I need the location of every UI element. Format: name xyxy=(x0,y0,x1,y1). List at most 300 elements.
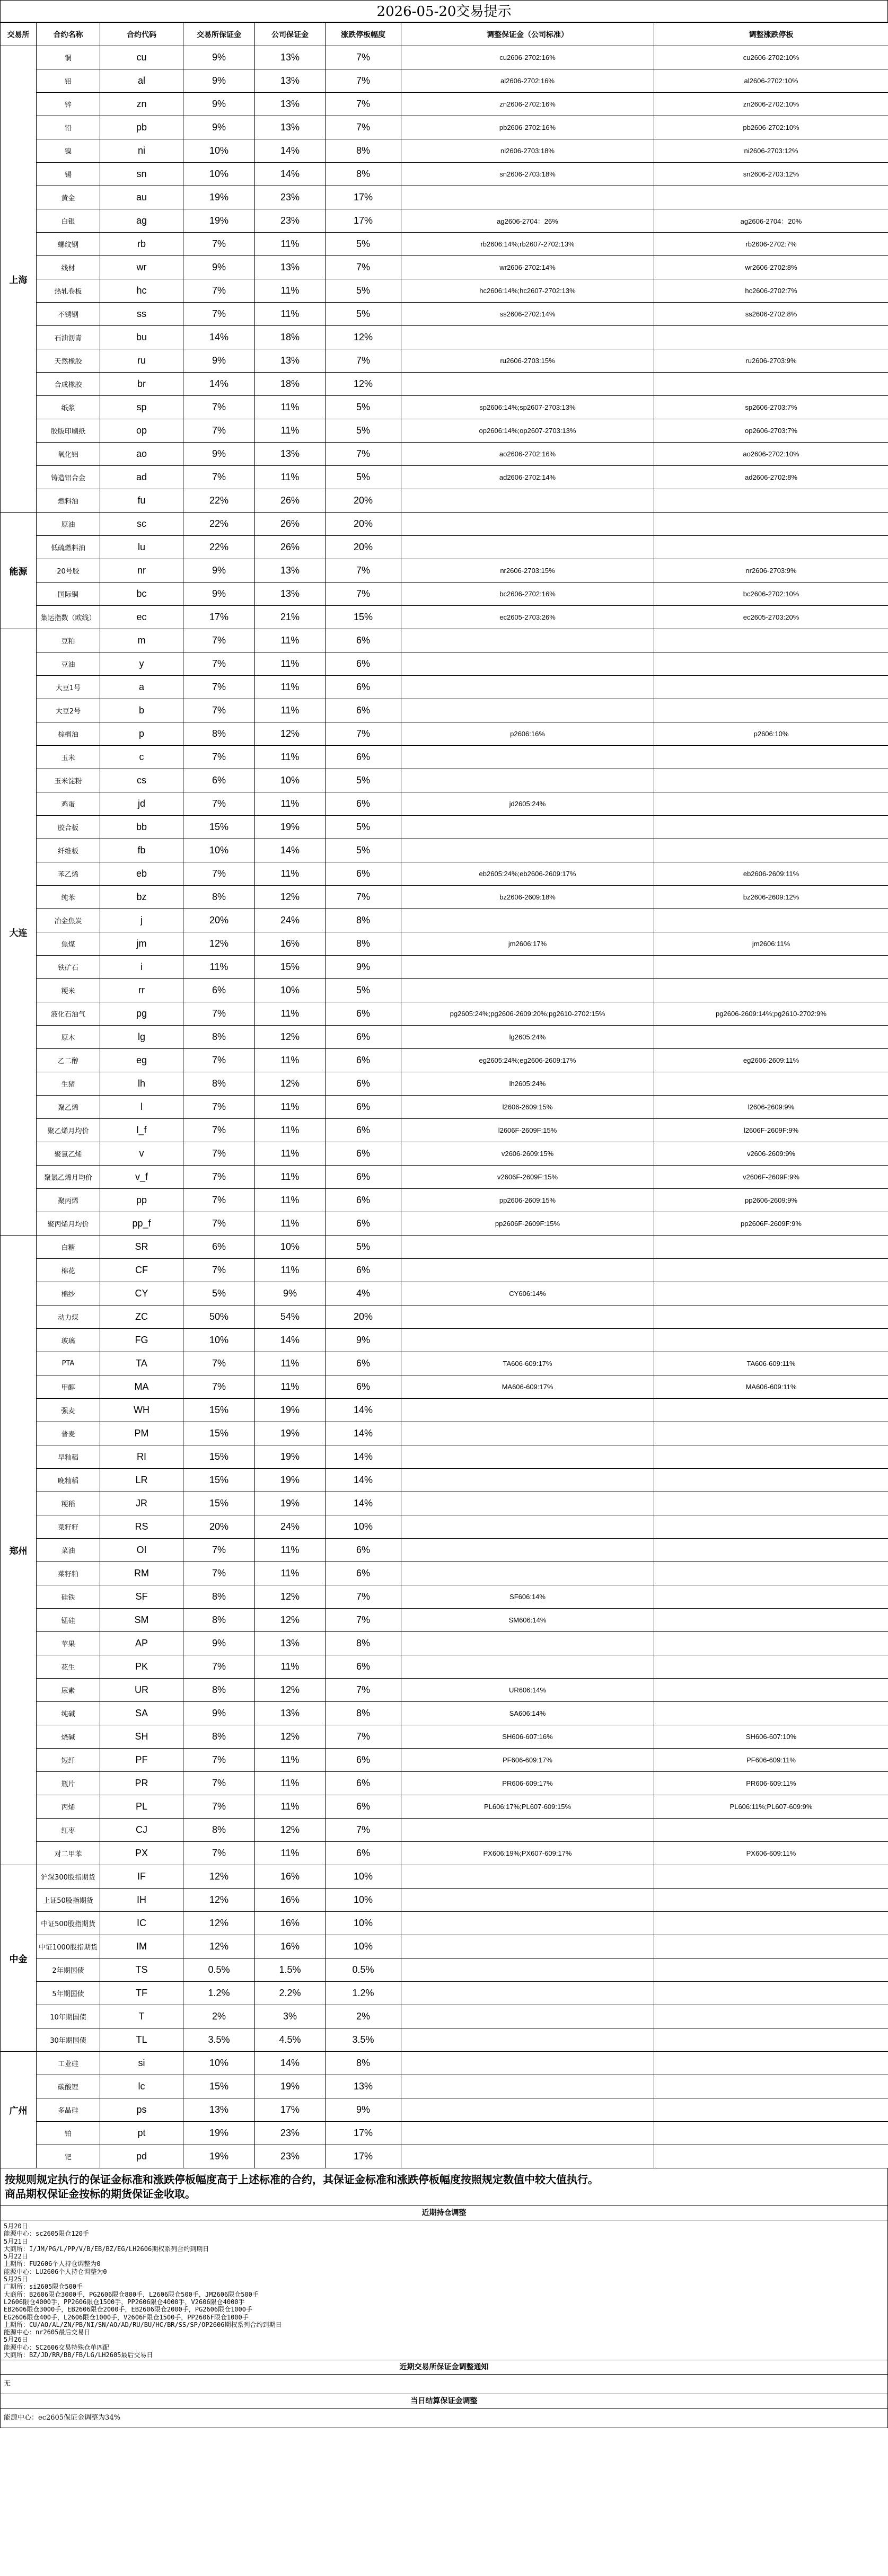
exchange-margin-cell: 9% xyxy=(183,46,255,69)
table-row xyxy=(1,466,888,489)
company-margin-cell: 13% xyxy=(255,46,326,69)
adjusted-limit-cell xyxy=(654,1609,888,1632)
adjusted-limit-cell: sp2606-2703:7% xyxy=(654,396,888,419)
table-row xyxy=(1,1889,888,1912)
contract-name-cell: 胶合板 xyxy=(37,816,100,839)
adjusted-limit-cell: jm2606:11% xyxy=(654,932,888,956)
price-limit-cell: 6% xyxy=(326,676,401,699)
contract-name-cell: 菜油 xyxy=(37,1539,100,1562)
adjusted-limit-cell xyxy=(654,956,888,979)
table-row xyxy=(1,1725,888,1749)
contract-name-cell: 鸡蛋 xyxy=(37,792,100,816)
exchange-cell: 上海 xyxy=(1,46,37,513)
adjusted-limit-cell xyxy=(654,676,888,699)
price-limit-cell: 17% xyxy=(326,2122,401,2145)
contract-name-cell: 棉花 xyxy=(37,1259,100,1282)
company-margin-cell: 12% xyxy=(255,886,326,909)
price-limit-cell: 20% xyxy=(326,489,401,513)
adjusted-limit-cell xyxy=(654,699,888,722)
contract-code-cell: a xyxy=(100,676,183,699)
table-row xyxy=(1,1375,888,1399)
table-row xyxy=(1,2052,888,2075)
contract-name-cell: 天然橡胶 xyxy=(37,349,100,373)
company-margin-cell: 19% xyxy=(255,1399,326,1422)
table-row xyxy=(1,2005,888,2028)
company-margin-cell: 12% xyxy=(255,1585,326,1609)
exchange-margin-cell: 20% xyxy=(183,909,255,932)
company-margin-cell: 12% xyxy=(255,1819,326,1842)
contract-name-cell: 原油 xyxy=(37,513,100,536)
exchange-margin-cell: 2% xyxy=(183,2005,255,2028)
table-row xyxy=(1,209,888,233)
contract-code-cell: si xyxy=(100,2052,183,2075)
adjusted-margin-cell: rb2606:14%;rb2607-2702:13% xyxy=(401,233,654,256)
price-limit-cell: 14% xyxy=(326,1492,401,1515)
exchange-margin-cell: 7% xyxy=(183,303,255,326)
table-row xyxy=(1,1865,888,1889)
company-margin-cell: 1.5% xyxy=(255,1959,326,1982)
exchange-margin-cell: 15% xyxy=(183,816,255,839)
table-row xyxy=(1,839,888,862)
price-limit-cell: 8% xyxy=(326,139,401,163)
adjusted-limit-cell: v2606F-2609F:9% xyxy=(654,1166,888,1189)
exchange-margin-cell: 9% xyxy=(183,69,255,93)
price-limit-cell: 8% xyxy=(326,2052,401,2075)
exchange-margin-cell: 22% xyxy=(183,489,255,513)
contract-name-cell: 棉纱 xyxy=(37,1282,100,1305)
table-row xyxy=(1,116,888,139)
exchange-margin-cell: 7% xyxy=(183,699,255,722)
header-company-margin: 公司保证金 xyxy=(255,23,326,46)
adjusted-limit-cell: hc2606-2702:7% xyxy=(654,279,888,303)
adjusted-margin-cell xyxy=(401,769,654,792)
table-row xyxy=(1,1562,888,1585)
contract-name-cell: 沪深300股指期货 xyxy=(37,1865,100,1889)
exchange-margin-cell: 7% xyxy=(183,1096,255,1119)
company-margin-cell: 16% xyxy=(255,932,326,956)
contract-code-cell: sc xyxy=(100,513,183,536)
contract-code-cell: SH xyxy=(100,1725,183,1749)
price-limit-cell: 5% xyxy=(326,979,401,1002)
price-limit-cell: 5% xyxy=(326,816,401,839)
contract-code-cell: ps xyxy=(100,2098,183,2122)
price-limit-cell: 13% xyxy=(326,2075,401,2098)
contract-name-cell: 纤维板 xyxy=(37,839,100,862)
contract-code-cell: TL xyxy=(100,2028,183,2052)
price-limit-cell: 6% xyxy=(326,1142,401,1166)
price-limit-cell: 6% xyxy=(326,1772,401,1795)
company-margin-cell: 11% xyxy=(255,1842,326,1865)
price-limit-cell: 7% xyxy=(326,69,401,93)
table-row xyxy=(1,443,888,466)
adjusted-margin-cell xyxy=(401,1305,654,1329)
contract-code-cell: eg xyxy=(100,1049,183,1072)
exchange-margin-cell: 1.2% xyxy=(183,1982,255,2005)
adjusted-margin-cell: v2606F-2609F:15% xyxy=(401,1166,654,1189)
table-row xyxy=(1,1515,888,1539)
recent-position-title: 近期持仓调整 xyxy=(0,2206,888,2220)
adjusted-margin-cell xyxy=(401,2052,654,2075)
contract-name-cell: 聚丙烯月均价 xyxy=(37,1212,100,1236)
exchange-margin-cell: 6% xyxy=(183,979,255,1002)
price-limit-cell: 6% xyxy=(326,1096,401,1119)
price-limit-cell: 6% xyxy=(326,1749,401,1772)
contract-name-cell: 强麦 xyxy=(37,1399,100,1422)
contract-name-cell: 中证500股指期货 xyxy=(37,1912,100,1935)
header-price-limit: 涨跌停板幅度 xyxy=(326,23,401,46)
exchange-margin-cell: 8% xyxy=(183,1819,255,1842)
table-row xyxy=(1,956,888,979)
price-limit-cell: 10% xyxy=(326,1865,401,1889)
company-margin-cell: 16% xyxy=(255,1912,326,1935)
company-margin-cell: 11% xyxy=(255,1142,326,1166)
adjusted-margin-cell: pp2606-2609:15% xyxy=(401,1189,654,1212)
adjusted-limit-cell xyxy=(654,1492,888,1515)
adjusted-limit-cell: al2606-2702:10% xyxy=(654,69,888,93)
price-limit-cell: 9% xyxy=(326,2098,401,2122)
table-row xyxy=(1,1469,888,1492)
table-row xyxy=(1,373,888,396)
table-row xyxy=(1,536,888,559)
exchange-margin-cell: 7% xyxy=(183,792,255,816)
contract-code-cell: nr xyxy=(100,559,183,583)
exchange-margin-cell: 7% xyxy=(183,1352,255,1375)
contract-name-cell: 液化石油气 xyxy=(37,1002,100,1026)
table-row xyxy=(1,1445,888,1469)
company-margin-cell: 14% xyxy=(255,163,326,186)
adjusted-limit-cell: p2606:10% xyxy=(654,722,888,746)
adjusted-margin-cell: ss2606-2702:14% xyxy=(401,303,654,326)
contract-name-cell: 不锈钢 xyxy=(37,303,100,326)
exchange-margin-cell: 7% xyxy=(183,419,255,443)
header-exchange: 交易所 xyxy=(1,23,37,46)
contract-code-cell: fu xyxy=(100,489,183,513)
company-margin-cell: 11% xyxy=(255,1212,326,1236)
contract-code-cell: WH xyxy=(100,1399,183,1422)
price-limit-cell: 6% xyxy=(326,652,401,676)
contract-name-cell: 铅 xyxy=(37,116,100,139)
adjusted-margin-cell xyxy=(401,1982,654,2005)
price-limit-cell: 7% xyxy=(326,583,401,606)
company-margin-cell: 11% xyxy=(255,1562,326,1585)
company-margin-cell: 24% xyxy=(255,909,326,932)
table-row xyxy=(1,1632,888,1655)
adjusted-margin-cell xyxy=(401,1935,654,1959)
contract-code-cell: bz xyxy=(100,886,183,909)
company-margin-cell: 11% xyxy=(255,233,326,256)
company-margin-cell: 12% xyxy=(255,1725,326,1749)
company-margin-cell: 2.2% xyxy=(255,1982,326,2005)
adjusted-limit-cell xyxy=(654,1889,888,1912)
adjusted-margin-cell xyxy=(401,1819,654,1842)
contract-name-cell: 豆粕 xyxy=(37,629,100,652)
contract-code-cell: ec xyxy=(100,606,183,629)
price-limit-cell: 4% xyxy=(326,1282,401,1305)
settlement-adjust-body: 能源中心：ec2605保证金调整为34% xyxy=(0,2409,888,2428)
contract-code-cell: ss xyxy=(100,303,183,326)
contract-name-cell: 石油沥青 xyxy=(37,326,100,349)
adjusted-margin-cell: UR606:14% xyxy=(401,1679,654,1702)
company-margin-cell: 12% xyxy=(255,722,326,746)
table-row xyxy=(1,233,888,256)
price-limit-cell: 6% xyxy=(326,1375,401,1399)
contract-code-cell: UR xyxy=(100,1679,183,1702)
contract-name-cell: 铜 xyxy=(37,46,100,69)
exchange-margin-cell: 7% xyxy=(183,1375,255,1399)
company-margin-cell: 19% xyxy=(255,2075,326,2098)
adjusted-limit-cell: rb2606-2702:7% xyxy=(654,233,888,256)
contract-code-cell: ru xyxy=(100,349,183,373)
company-margin-cell: 14% xyxy=(255,839,326,862)
table-row xyxy=(1,746,888,769)
table-body xyxy=(1,46,888,2168)
header-contract-name: 合约名称 xyxy=(37,23,100,46)
contract-code-cell: ni xyxy=(100,139,183,163)
price-limit-cell: 8% xyxy=(326,1702,401,1725)
adjusted-limit-cell: wr2606-2702:8% xyxy=(654,256,888,279)
contract-name-cell: 粳稻 xyxy=(37,1492,100,1515)
contract-code-cell: lh xyxy=(100,1072,183,1096)
adjusted-margin-cell: hc2606:14%;hc2607-2702:13% xyxy=(401,279,654,303)
exchange-margin-cell: 12% xyxy=(183,1889,255,1912)
adjusted-margin-cell xyxy=(401,513,654,536)
adjusted-margin-cell: ec2605-2703:26% xyxy=(401,606,654,629)
price-limit-cell: 6% xyxy=(326,1002,401,1026)
adjusted-limit-cell: pb2606-2702:10% xyxy=(654,116,888,139)
exchange-margin-cell: 15% xyxy=(183,1445,255,1469)
company-margin-cell: 18% xyxy=(255,373,326,396)
company-margin-cell: 11% xyxy=(255,279,326,303)
contract-code-cell: AP xyxy=(100,1632,183,1655)
company-margin-cell: 12% xyxy=(255,1679,326,1702)
exchange-margin-cell: 7% xyxy=(183,1189,255,1212)
exchange-cell: 郑州 xyxy=(1,1236,37,1865)
company-margin-cell: 11% xyxy=(255,1352,326,1375)
table-row xyxy=(1,1585,888,1609)
exchange-margin-cell: 19% xyxy=(183,2122,255,2145)
table-row xyxy=(1,722,888,746)
margin-notice-title: 近期交易所保证金调整通知 xyxy=(0,2360,888,2375)
price-limit-cell: 8% xyxy=(326,1632,401,1655)
price-limit-cell: 14% xyxy=(326,1422,401,1445)
table-row xyxy=(1,1749,888,1772)
exchange-margin-cell: 8% xyxy=(183,1026,255,1049)
contract-code-cell: pp_f xyxy=(100,1212,183,1236)
adjusted-limit-cell: op2606-2703:7% xyxy=(654,419,888,443)
table-row xyxy=(1,699,888,722)
contract-name-cell: 铝 xyxy=(37,69,100,93)
contract-code-cell: sn xyxy=(100,163,183,186)
adjusted-limit-cell: PL606:11%;PL607-609:9% xyxy=(654,1795,888,1819)
price-limit-cell: 5% xyxy=(326,466,401,489)
contract-code-cell: y xyxy=(100,652,183,676)
table-header xyxy=(1,23,888,46)
company-margin-cell: 11% xyxy=(255,676,326,699)
recent-position-body: 5月20日 能源中心：sc2605限仓120手 5月21日 大商所：I/JM/PG/L/PP/V/B/EB/BZ/EG/LH2606期权系列合约到期日 5月22日 上期所：FU2606个人持仓调整为0 能源中心：LU2606个人持仓调整为0 5月25日 广期所：si2605限仓500手 大商所：B2606限仓3000手，PG2606限仓800手，L2606限仓500手，JM2606限仓500手 L2606限仓4000手，PP2606限仓1500手，PP2606限仓4000手，V2606限仓4000手 EB2606限仓3000手，EB2606限仓2000手，EB2606限仓2000手，PG2606限仓1000手 EG2606限仓400手，L2606限仓1000手，V2606F限仓1500手，PP2606F限仓1000手 上期所：CU/AO/AL/ZN/PB/NI/SN/AO/AD/RU/BU/HC/BR/SS/SP/OP2606期权系列合约到期日 能源中心：nr2605最后交易日 5月26日 能源中心：SC2606交易特殊仓单匹配 大商所：BZ/JD/RR/BB/FB/LG/LH2605最后交易日 xyxy=(0,2220,888,2360)
settlement-adjust-title: 当日结算保证金调整 xyxy=(0,2394,888,2409)
company-margin-cell: 13% xyxy=(255,116,326,139)
contract-code-cell: cs xyxy=(100,769,183,792)
adjusted-margin-cell xyxy=(401,186,654,209)
adjusted-limit-cell: pg2606-2609:14%;pg2610-2702:9% xyxy=(654,1002,888,1026)
company-margin-cell: 16% xyxy=(255,1865,326,1889)
price-limit-cell: 10% xyxy=(326,1935,401,1959)
adjusted-margin-cell: pp2606F-2609F:15% xyxy=(401,1212,654,1236)
price-limit-cell: 5% xyxy=(326,1236,401,1259)
contract-name-cell: 10年期国债 xyxy=(37,2005,100,2028)
table-row xyxy=(1,559,888,583)
exchange-margin-cell: 7% xyxy=(183,1049,255,1072)
contract-name-cell: 钯 xyxy=(37,2145,100,2168)
adjusted-limit-cell xyxy=(654,1585,888,1609)
adjusted-limit-cell xyxy=(654,1632,888,1655)
exchange-margin-cell: 14% xyxy=(183,326,255,349)
company-margin-cell: 23% xyxy=(255,2122,326,2145)
price-limit-cell: 6% xyxy=(326,1119,401,1142)
contract-name-cell: 动力煤 xyxy=(37,1305,100,1329)
contract-name-cell: 锌 xyxy=(37,93,100,116)
contract-name-cell: 玉米淀粉 xyxy=(37,769,100,792)
contract-name-cell: 花生 xyxy=(37,1655,100,1679)
contract-code-cell: TF xyxy=(100,1982,183,2005)
table-row xyxy=(1,326,888,349)
contract-name-cell: 晚籼稻 xyxy=(37,1469,100,1492)
table-row xyxy=(1,1655,888,1679)
contract-name-cell: 烧碱 xyxy=(37,1725,100,1749)
contract-name-cell: 氧化铝 xyxy=(37,443,100,466)
company-margin-cell: 13% xyxy=(255,1702,326,1725)
adjusted-margin-cell xyxy=(401,1889,654,1912)
company-margin-cell: 26% xyxy=(255,513,326,536)
adjusted-limit-cell xyxy=(654,2028,888,2052)
adjusted-limit-cell xyxy=(654,1539,888,1562)
company-margin-cell: 11% xyxy=(255,629,326,652)
contract-code-cell: b xyxy=(100,699,183,722)
adjusted-limit-cell: bz2606-2609:12% xyxy=(654,886,888,909)
contract-name-cell: 菜籽籽 xyxy=(37,1515,100,1539)
contract-name-cell: 红枣 xyxy=(37,1819,100,1842)
adjusted-margin-cell: SF606:14% xyxy=(401,1585,654,1609)
contract-code-cell: IH xyxy=(100,1889,183,1912)
adjusted-limit-cell xyxy=(654,1515,888,1539)
exchange-margin-cell: 12% xyxy=(183,1865,255,1889)
company-margin-cell: 13% xyxy=(255,69,326,93)
contract-name-cell: 2年期国债 xyxy=(37,1959,100,1982)
price-limit-cell: 6% xyxy=(326,1352,401,1375)
table-row xyxy=(1,139,888,163)
adjusted-limit-cell xyxy=(654,513,888,536)
exchange-cell: 大连 xyxy=(1,629,37,1236)
contract-code-cell: MA xyxy=(100,1375,183,1399)
table-row xyxy=(1,816,888,839)
exchange-margin-cell: 7% xyxy=(183,1772,255,1795)
company-margin-cell: 13% xyxy=(255,93,326,116)
table-row xyxy=(1,1166,888,1189)
table-row xyxy=(1,1772,888,1795)
price-limit-cell: 5% xyxy=(326,839,401,862)
adjusted-limit-cell xyxy=(654,629,888,652)
adjusted-limit-cell xyxy=(654,2098,888,2122)
contract-code-cell: SR xyxy=(100,1236,183,1259)
company-margin-cell: 11% xyxy=(255,1049,326,1072)
exchange-margin-cell: 6% xyxy=(183,1236,255,1259)
table-row xyxy=(1,1422,888,1445)
price-limit-cell: 6% xyxy=(326,1259,401,1282)
adjusted-limit-cell xyxy=(654,1282,888,1305)
exchange-margin-cell: 7% xyxy=(183,1119,255,1142)
table-row xyxy=(1,1026,888,1049)
contract-name-cell: 大豆1号 xyxy=(37,676,100,699)
adjusted-limit-cell: ni2606-2703:12% xyxy=(654,139,888,163)
company-margin-cell: 11% xyxy=(255,746,326,769)
adjusted-limit-cell xyxy=(654,1912,888,1935)
company-margin-cell: 10% xyxy=(255,1236,326,1259)
price-limit-cell: 7% xyxy=(326,1819,401,1842)
adjusted-margin-cell: pg2605:24%;pg2606-2609:20%;pg2610-2702:15% xyxy=(401,1002,654,1026)
exchange-margin-cell: 9% xyxy=(183,1702,255,1725)
exchange-margin-cell: 9% xyxy=(183,93,255,116)
adjusted-limit-cell: ad2606-2702:8% xyxy=(654,466,888,489)
adjusted-margin-cell xyxy=(401,1959,654,1982)
table-row xyxy=(1,676,888,699)
contract-name-cell: 粳米 xyxy=(37,979,100,1002)
price-limit-cell: 10% xyxy=(326,1515,401,1539)
table-row xyxy=(1,419,888,443)
adjusted-margin-cell: sp2606:14%;sp2607-2703:13% xyxy=(401,396,654,419)
exchange-margin-cell: 22% xyxy=(183,513,255,536)
price-limit-cell: 2% xyxy=(326,2005,401,2028)
adjusted-limit-cell xyxy=(654,839,888,862)
table-row xyxy=(1,1329,888,1352)
contract-name-cell: 大豆2号 xyxy=(37,699,100,722)
price-limit-cell: 6% xyxy=(326,629,401,652)
contract-code-cell: PF xyxy=(100,1749,183,1772)
price-limit-cell: 8% xyxy=(326,932,401,956)
company-margin-cell: 21% xyxy=(255,606,326,629)
adjusted-margin-cell xyxy=(401,839,654,862)
contract-name-cell: 热轧卷板 xyxy=(37,279,100,303)
table-row xyxy=(1,862,888,886)
exchange-margin-cell: 20% xyxy=(183,1515,255,1539)
adjusted-margin-cell xyxy=(401,2028,654,2052)
adjusted-margin-cell xyxy=(401,1469,654,1492)
adjusted-limit-cell xyxy=(654,1562,888,1585)
exchange-margin-cell: 8% xyxy=(183,1609,255,1632)
exchange-margin-cell: 7% xyxy=(183,1142,255,1166)
exchange-margin-cell: 7% xyxy=(183,396,255,419)
contract-name-cell: 多晶硅 xyxy=(37,2098,100,2122)
exchange-margin-cell: 5% xyxy=(183,1282,255,1305)
exchange-margin-cell: 13% xyxy=(183,2098,255,2122)
price-limit-cell: 6% xyxy=(326,1189,401,1212)
contract-name-cell: 乙二醇 xyxy=(37,1049,100,1072)
table-row xyxy=(1,1492,888,1515)
table-row xyxy=(1,1399,888,1422)
company-margin-cell: 19% xyxy=(255,1422,326,1445)
adjusted-margin-cell xyxy=(401,652,654,676)
contract-code-cell: SA xyxy=(100,1702,183,1725)
adjusted-limit-cell xyxy=(654,1026,888,1049)
adjusted-margin-cell: p2606:16% xyxy=(401,722,654,746)
company-margin-cell: 11% xyxy=(255,303,326,326)
price-limit-cell: 7% xyxy=(326,1585,401,1609)
company-margin-cell: 11% xyxy=(255,652,326,676)
company-margin-cell: 11% xyxy=(255,1002,326,1026)
adjusted-limit-cell xyxy=(654,769,888,792)
adjusted-margin-cell xyxy=(401,1655,654,1679)
contract-name-cell: 锡 xyxy=(37,163,100,186)
table-row xyxy=(1,513,888,536)
